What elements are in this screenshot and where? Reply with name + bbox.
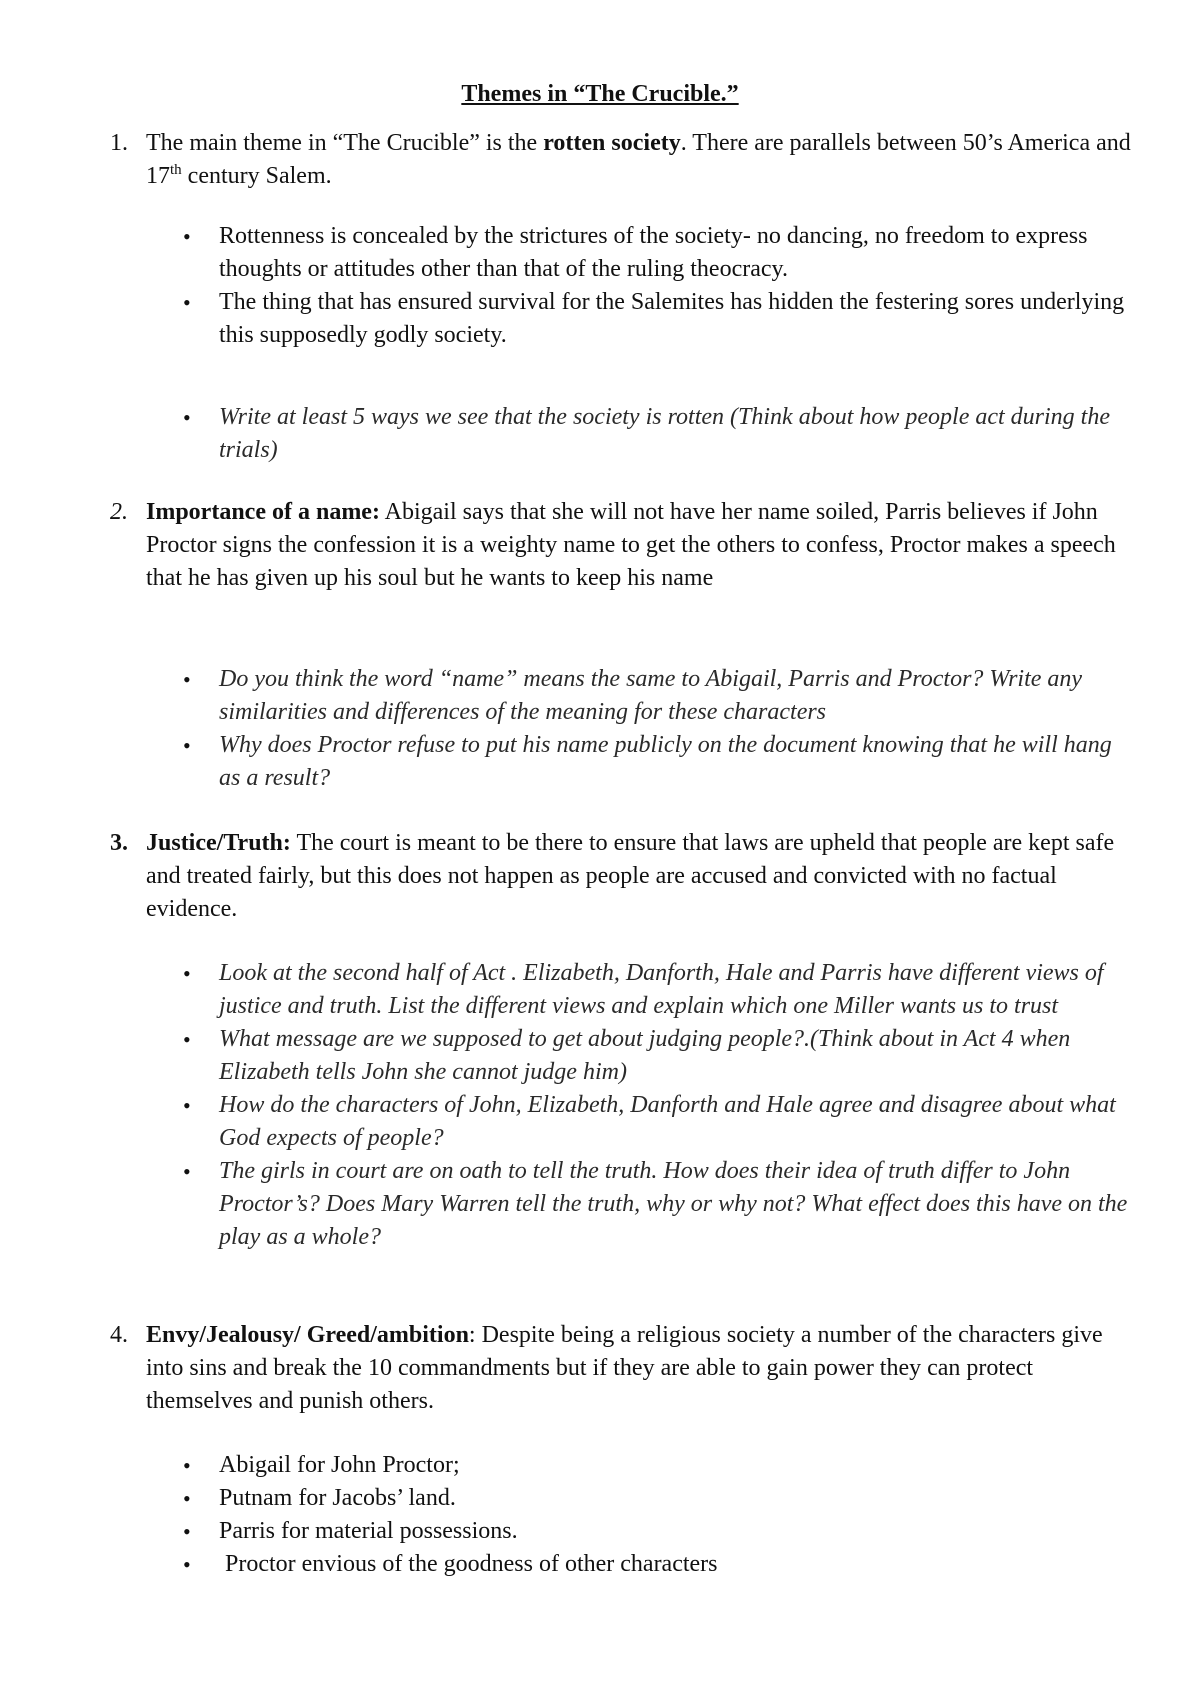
bullet-icon: • [183, 1486, 191, 1511]
list-item: • Write at least 5 ways we see that the society is rotten (Think about how people act during the trials) [0, 401, 1139, 467]
bullet-icon: • [183, 1159, 191, 1184]
list-item: • The thing that has ensured survival for the Salemites has hidden the festering sores underlying this supposedly godly society. [0, 286, 1139, 352]
section-text: Envy/Jealousy/ Greed/ambition: Despite being a religious society a number of the characters give into sins and break the 10 commandments but if they are able to gain power they can protect themselves and punish others. [146, 1322, 1103, 1414]
section-number: 4. [110, 1322, 128, 1348]
bullet-icon: • [183, 733, 191, 758]
bullet-list [0, 220, 1200, 352]
bullet-icon: • [183, 290, 191, 315]
question-list [0, 401, 1200, 467]
bullet-icon: • [183, 1093, 191, 1118]
bullet-icon: • [183, 961, 191, 986]
list-item: • Do you think the word “name” means the same to Abigail, Parris and Proctor? Write any similarities and differences of the meaning for these characters [0, 663, 1139, 729]
bullet-icon: • [183, 405, 191, 430]
section-number: 2. [110, 499, 128, 525]
list-item: • How do the characters of John, Elizabeth, Danforth and Hale agree and disagree about what God expects of people? [0, 1089, 1139, 1155]
section-heading: Importance of a name: [146, 499, 380, 525]
bullet-icon: • [183, 667, 191, 692]
bullet-icon: • [183, 1027, 191, 1052]
list-item: • Proctor envious of the goodness of other characters [0, 1548, 1139, 1581]
list-item: • Look at the second half of Act . Elizabeth, Danforth, Hale and Parris have different views of justice and truth. List the different views and explain which one Miller wants us to trust [0, 957, 1139, 1023]
list-item: • Putnam for Jacobs’ land. [0, 1482, 1139, 1515]
bullet-icon: • [183, 1519, 191, 1544]
list-item: • What message are we supposed to get about judging people?.(Think about in Act 4 when Elizabeth tells John she cannot judge him) [0, 1023, 1139, 1089]
section-text: The main theme in “The Crucible” is the rotten society. There are parallels between 50’s America and 17th century Salem. [146, 130, 1131, 189]
bold-phrase: rotten society [543, 130, 681, 156]
superscript: th [170, 162, 182, 178]
section-text: Importance of a name: Abigail says that she will not have her name soiled, Parris believes if John Proctor signs the confession it is a weighty name to get the others to confess, Proctor makes a speech that he has given up his soul but he wants to keep his name [146, 499, 1116, 591]
bullet-icon: • [183, 1453, 191, 1478]
section-number: 1. [110, 130, 128, 156]
list-item: • Abigail for John Proctor; [0, 1449, 1139, 1482]
list-item: • Parris for material possessions. [0, 1515, 1139, 1548]
bullet-icon: • [183, 224, 191, 249]
section-heading: Envy/Jealousy/ Greed/ambition [146, 1322, 469, 1348]
section-text: Justice/Truth: The court is meant to be there to ensure that laws are upheld that people are kept safe and treated fairly, but this does not happen as people are accused and convicted with no factual evidence. [146, 830, 1115, 922]
list-item: • Why does Proctor refuse to put his name publicly on the document knowing that he will hang as a result? [0, 729, 1139, 795]
section-number: 3. [110, 830, 128, 856]
bullet-icon: • [183, 1552, 191, 1577]
question-list [0, 663, 1200, 795]
bullet-list [0, 1449, 1200, 1581]
list-item: • Rottenness is concealed by the strictures of the society- no dancing, no freedom to express thoughts or attitudes other than that of the ruling theocracy. [0, 220, 1139, 286]
section-heading: Justice/Truth: [146, 830, 291, 856]
page-title: Themes in “The Crucible.” [461, 81, 739, 107]
question-list [0, 957, 1200, 1254]
list-item: • The girls in court are on oath to tell the truth. How does their idea of truth differ to John Proctor’s? Does Mary Warren tell the truth, why or why not? What effect does this have on the play as a whole? [0, 1155, 1139, 1254]
